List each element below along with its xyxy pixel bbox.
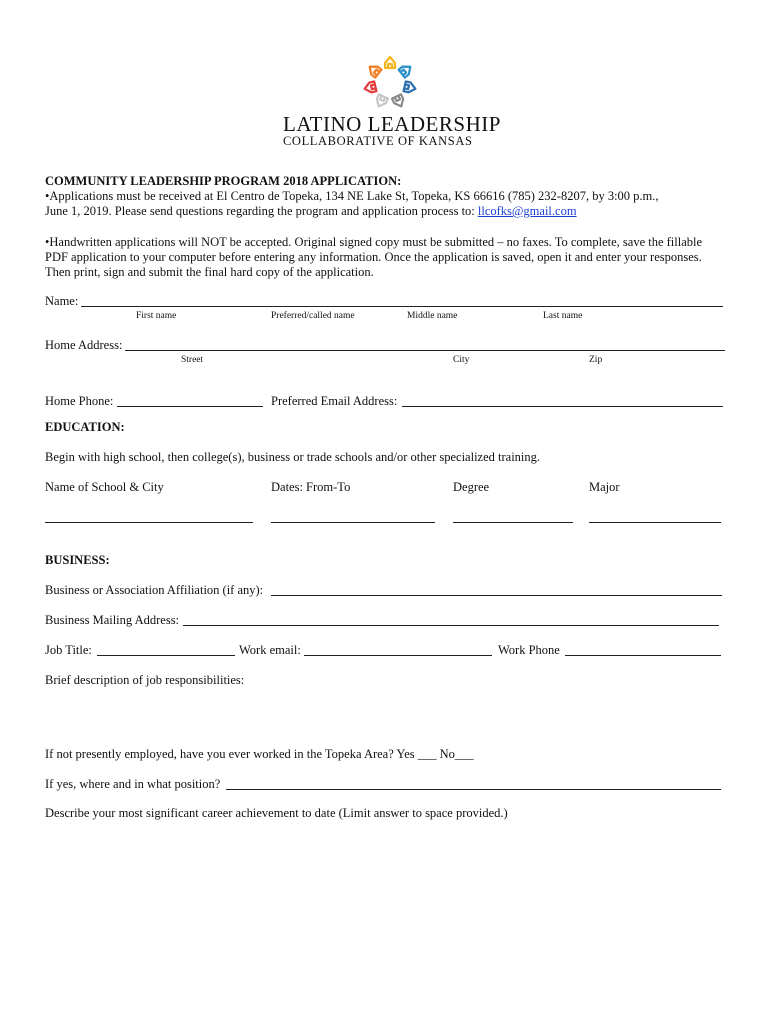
intro-bullet-2-line-1: •Handwritten applications will NOT be accepted. Original signed copy must be submitted – no faxes. To complete, save the fillable xyxy=(45,235,703,249)
logo-house-icon xyxy=(367,63,382,78)
dates-column-header: Dates: From-To xyxy=(271,480,351,494)
business-heading: BUSINESS: xyxy=(45,553,110,567)
first-name-caption: First name xyxy=(136,311,177,321)
previous-position-label: If yes, where and in what position? xyxy=(45,777,221,791)
major-column-header: Major xyxy=(589,480,620,494)
home-address-field[interactable] xyxy=(125,350,725,351)
dates-field[interactable] xyxy=(271,522,435,523)
middle-name-caption: Middle name xyxy=(407,311,458,321)
business-mailing-address-field[interactable] xyxy=(183,625,719,626)
org-name-line1: LATINO LEADERSHIP xyxy=(283,112,501,136)
preferred-name-caption: Preferred/called name xyxy=(271,311,355,321)
intro-bullet-1-line-1: •Applications must be received at El Centro de Topeka, 134 NE Lake St, Topeka, KS 66616 (785) 232-8207, by 3:00 p.m., xyxy=(45,189,659,203)
previous-position-field[interactable] xyxy=(226,789,721,790)
education-heading: EDUCATION: xyxy=(45,420,125,434)
work-email-field[interactable] xyxy=(304,655,492,656)
contact-email-link[interactable]: llcofks@gmail.com xyxy=(477,204,577,218)
collaborative-logo-icon xyxy=(355,52,425,114)
name-label: Name: xyxy=(45,294,79,308)
logo-house-icon xyxy=(374,94,388,108)
logo-house-icon xyxy=(392,94,406,108)
preferred-email-label: Preferred Email Address: xyxy=(271,394,398,408)
job-description-label: Brief description of job responsibilities: xyxy=(45,673,245,687)
work-phone-field[interactable] xyxy=(565,655,721,656)
home-address-label: Home Address: xyxy=(45,338,123,352)
school-column-header: Name of School & City xyxy=(45,480,164,494)
home-phone-field[interactable] xyxy=(117,406,263,407)
intro-bullet-2-line-2: PDF application to your computer before entering any information. Once the application is saved, open it and enter your responses. xyxy=(45,250,702,264)
form-title: COMMUNITY LEADERSHIP PROGRAM 2018 APPLICATION: xyxy=(45,174,402,188)
street-caption: Street xyxy=(181,355,204,365)
business-mailing-address-label: Business Mailing Address: xyxy=(45,613,180,627)
intro-bullet-1-line-2: June 1, 2019. Please send questions regarding the program and application process to: llcofks@gmail.com xyxy=(45,204,577,218)
intro-bullet-2-line-3: Then print, sign and submit the final hard copy of the application. xyxy=(45,265,374,279)
degree-column-header: Degree xyxy=(453,480,490,494)
zip-caption: Zip xyxy=(589,355,603,365)
last-name-caption: Last name xyxy=(543,311,583,321)
work-phone-label: Work Phone xyxy=(498,643,560,657)
affiliation-field[interactable] xyxy=(271,595,722,596)
city-caption: City xyxy=(453,355,470,365)
education-instruction: Begin with high school, then college(s), business or trade schools and/or other specialized training. xyxy=(45,450,541,464)
career-achievement-label: Describe your most significant career achievement to date (Limit answer to space provided.) xyxy=(45,806,508,820)
logo-house-icon xyxy=(364,81,377,93)
logo-house-icon xyxy=(399,63,414,78)
home-phone-label: Home Phone: xyxy=(45,394,114,408)
logo-house-icon xyxy=(385,57,395,68)
org-name-line2: COLLABORATIVE OF KANSAS xyxy=(283,134,473,148)
degree-field[interactable] xyxy=(453,522,573,523)
job-title-label: Job Title: xyxy=(45,643,92,657)
topeka-employment-question: If not presently employed, have you ever worked in the Topeka Area? Yes ___ No___ xyxy=(45,747,474,761)
job-title-field[interactable] xyxy=(97,655,235,656)
work-email-label: Work email: xyxy=(239,643,301,657)
logo-house-icon xyxy=(404,81,417,93)
affiliation-label: Business or Association Affiliation (if any): xyxy=(45,583,264,597)
major-field[interactable] xyxy=(589,522,721,523)
school-field[interactable] xyxy=(45,522,253,523)
name-field[interactable] xyxy=(81,306,723,307)
preferred-email-field[interactable] xyxy=(402,406,723,407)
